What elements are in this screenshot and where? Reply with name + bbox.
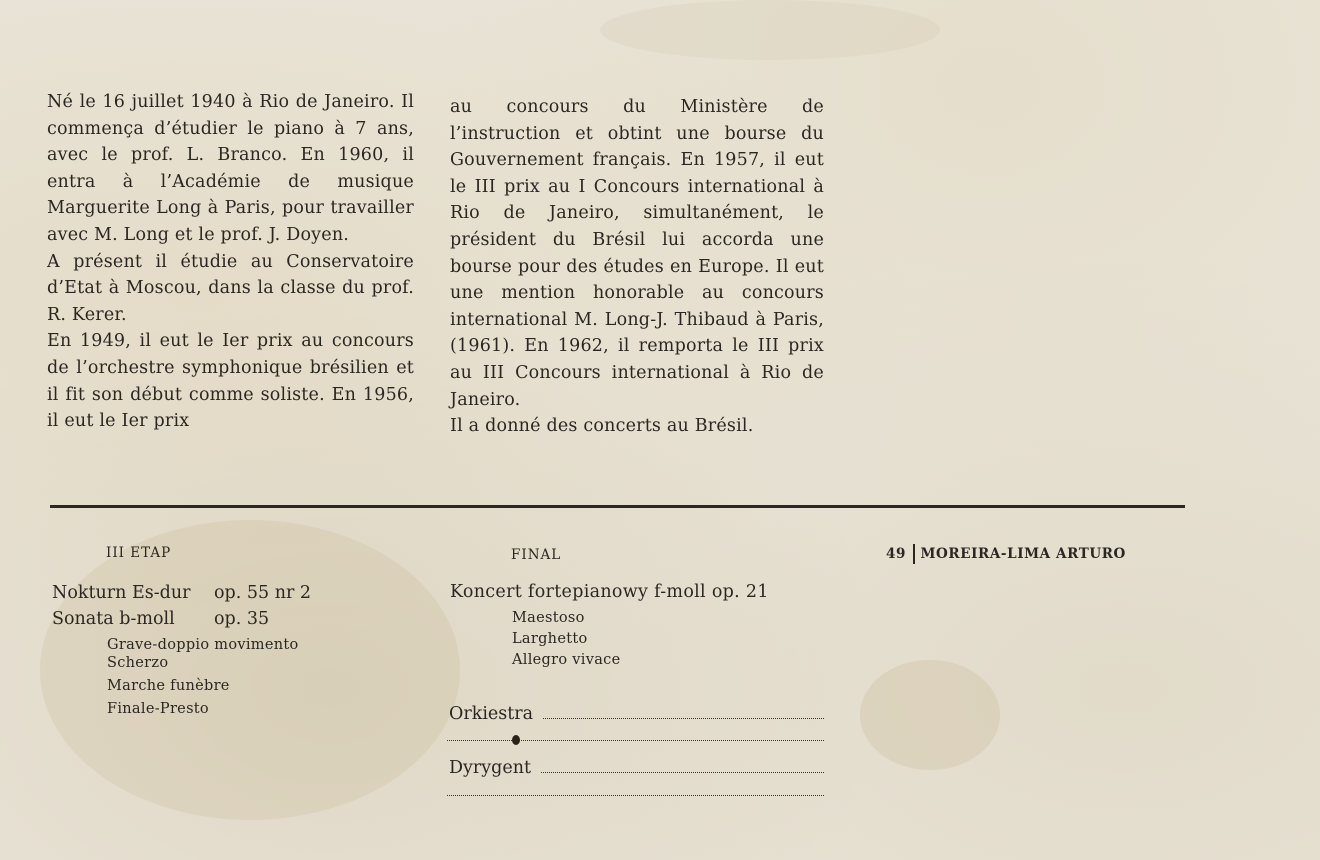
page-header [886, 544, 1126, 564]
piece-opus: op. 55 nr 2 [214, 583, 312, 603]
bio-paragraph: En 1949, il eut le Ier prix au concours de l’orchestre symphonique brésilien et il fit son début comme soliste. En 1956, il eut le Ier prix [47, 331, 414, 432]
bio-paragraph: Il a donné des concerts au Brésil. [450, 416, 754, 437]
page-number: 49 [886, 546, 906, 562]
concerto-movement: Larghetto [512, 631, 588, 647]
biography-right-column [450, 94, 824, 440]
conductor-dotted-line-continued [447, 795, 824, 796]
final-concerto: Koncert fortepianowy f-moll op. 21 [450, 582, 769, 602]
competitor-name: MOREIRA-LIMA ARTURO [920, 546, 1126, 562]
header-separator [913, 544, 915, 564]
orchestra-field [449, 704, 824, 724]
bio-paragraph: A présent il étudie au Conservatoire d’Etat à Moscou, dans la classe du prof. R. Kerer. [47, 251, 414, 325]
sonata-movement: Marche funèbre [107, 678, 230, 694]
ink-blot [512, 735, 520, 745]
biography-left-column [47, 89, 414, 435]
piece-title: Sonata b-moll [52, 609, 175, 629]
section-divider [50, 505, 1185, 508]
sonata-movement: Grave-doppio movimento [107, 637, 299, 653]
orchestra-dotted-line-continued [447, 740, 824, 741]
conductor-dotted-line [541, 758, 824, 773]
final-heading: FINAL [511, 547, 562, 563]
concerto-movement: Maestoso [512, 610, 585, 626]
sonata-movement: Finale-Presto [107, 701, 209, 717]
orchestra-dotted-line [543, 704, 824, 719]
conductor-label: Dyrygent [449, 758, 532, 778]
bio-paragraph: Né le 16 juillet 1940 à Rio de Janeiro. Il commença d’étudier le piano à 7 ans, avec le prof. L. Branco. En 1960, il entra à l’Académie de musique Marguerite Long à Paris, pour travailler avec M. Long et le prof. J. Doyen. [47, 92, 414, 245]
bio-paragraph: au concours du Ministère de l’instruction et obtint une bourse du Gouvernement français. En 1957, il eut le III prix au I Concours international à Rio de Janeiro, simultanément, le président du Brésil lui accorda une bourse pour des études en Europe. Il eut une mention honorable au concours international M. Long-J. Thibaud à Paris, (1961). En 1962, il remporta le III prix au III Concours international à Rio de Janeiro. [450, 97, 824, 410]
piece-title: Nokturn Es-dur [52, 583, 191, 603]
conductor-field [449, 758, 824, 778]
concerto-movement: Allegro vivace [512, 652, 621, 668]
sonata-movement: Scherzo [107, 655, 169, 671]
stage-3-heading: III ETAP [106, 545, 172, 561]
program-piece [52, 583, 312, 603]
piece-opus: op. 35 [214, 609, 270, 629]
program-piece [52, 609, 270, 629]
orchestra-label: Orkiestra [449, 704, 534, 724]
